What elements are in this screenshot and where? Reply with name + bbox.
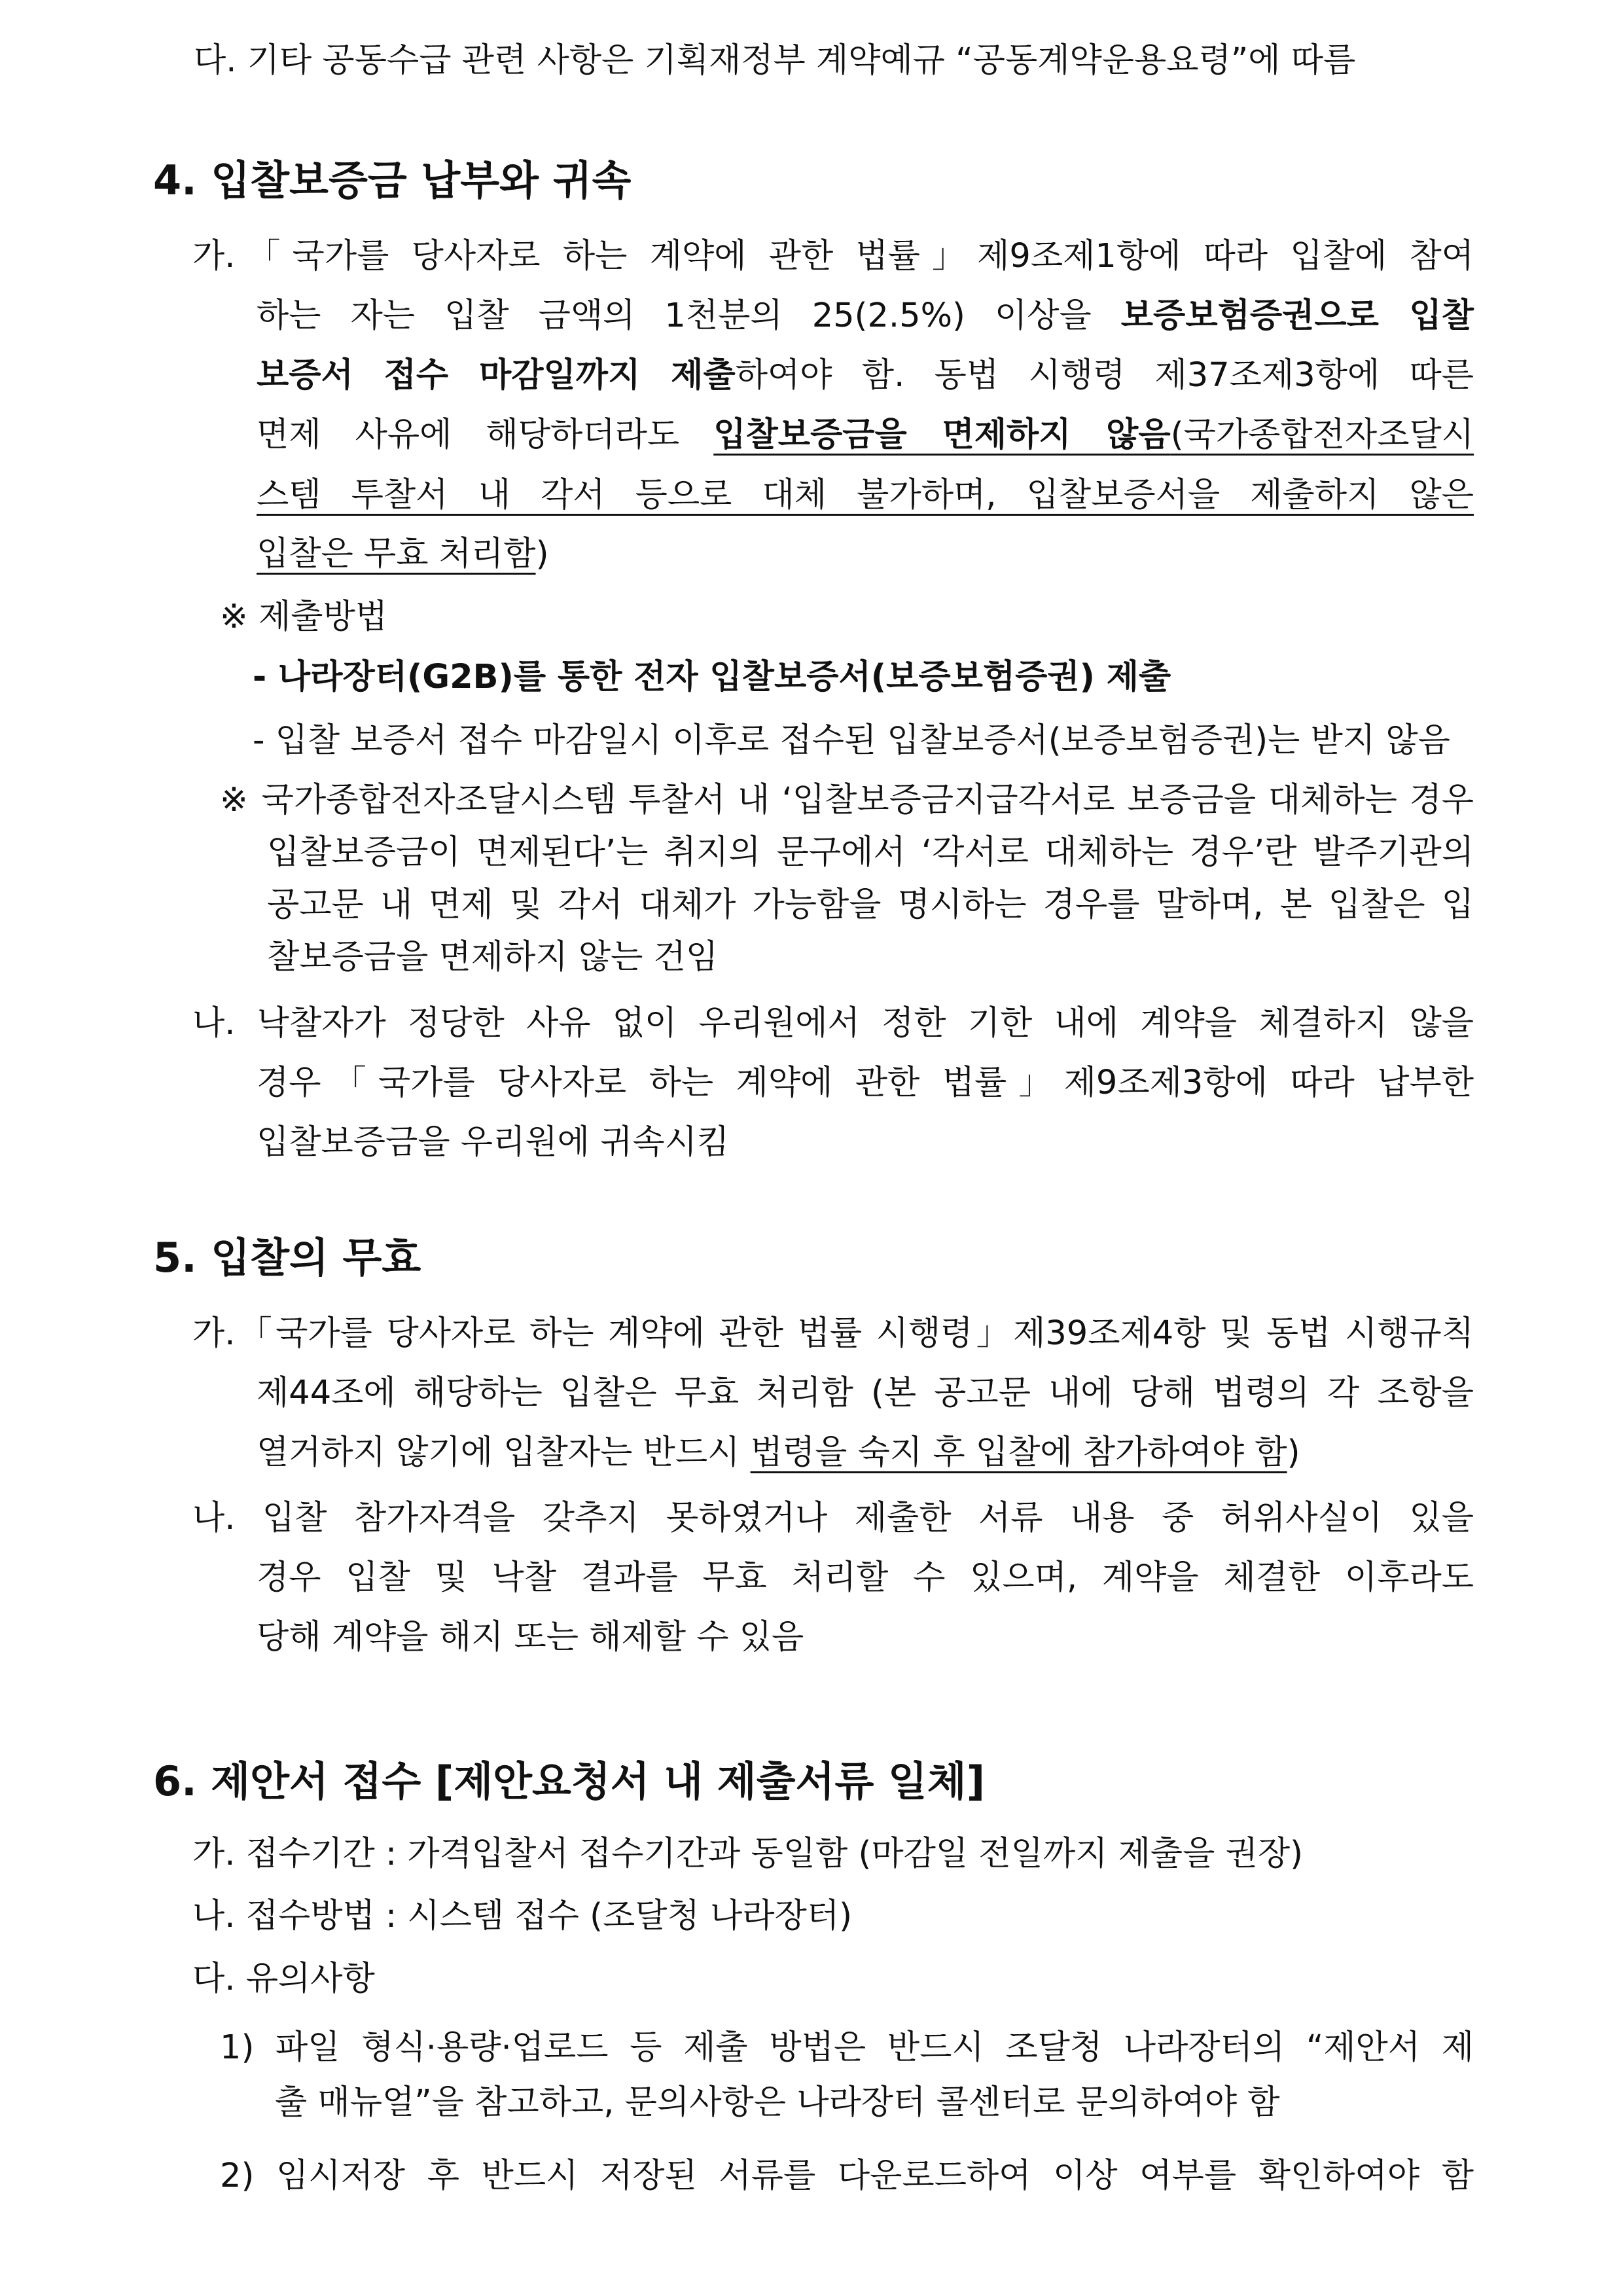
submission-method-item-2: - 입찰 보증서 접수 마감일시 이후로 접수된 입찰보증서(보증보험증권)는 받지 않음 [253,721,1450,760]
underlined-text: 법령을 숙지 후 입찰에 참가하여야 함 [750,1433,1287,1472]
s4-note-line-1: ※ 국가종합전자조달시스템 투찰서 내 ‘입찰보증금지급각서로 보증금을 대체하는 경우 [220,781,1474,819]
section-5-heading: 5. 입찰의 무효 [153,1234,421,1282]
s6-na-line: 나. 접수방법 : 시스템 접수 (조달청 나라장터) [192,1897,852,1935]
submission-method-title: ※ 제출방법 [220,598,388,636]
underlined-text: (국가종합전자조달시 [1170,416,1474,454]
s6-item-1-line-1: 1) 파일 형식·용량·업로드 등 제출 방법은 반드시 조달청 나라장터의 “제안서 제 [220,2028,1474,2067]
bold-text: 보증서 접수 마감일까지 제출 [257,356,736,395]
s4-ga-line-5: 스템 투찰서 내 각서 등으로 대체 불가하며, 입찰보증서을 제출하지 않은 [257,476,1474,514]
s4-ga-line-2: 하는 자는 입찰 금액의 1천분의 25(2.5%) 이상을 보증보험증권으로 입찰 [257,296,1474,335]
s4-ga-line-1: 가.「국가를 당사자로 하는 계약에 관한 법률」제9조제1항에 따라 입찰에 참여 [192,237,1474,276]
underlined-text: 입찰은 무효 처리함 [257,535,536,573]
s5-na-line-1: 나. 입찰 참가자격을 갖추지 못하였거나 제출한 서류 내용 중 허위사실이 있을 [192,1499,1474,1537]
bold-underlined-text: 입찰보증금을 면제하지 않음 [713,416,1171,454]
s4-ga-line-6: 입찰은 무효 처리함) [257,535,549,573]
s6-item-2-line: 2) 임시저장 후 반드시 저장된 서류를 다운로드하여 이상 여부를 확인하여야 함 [220,2157,1474,2195]
s4-ga-line-4: 면제 사유에 해당하더라도 입찰보증금을 면제하지 않음(국가종합전자조달시 [257,416,1474,454]
s5-ga-line-2: 제44조에 해당하는 입찰은 무효 처리함 (본 공고문 내에 당해 법령의 각 조항을 [257,1374,1474,1412]
section-6-heading: 6. 제안서 접수 [제안요청서 내 제출서류 일체] [153,1757,986,1805]
s6-ga-line: 가. 접수기간 : 가격입찰서 접수기간과 동일함 (마감일 전일까지 제출을 권장) [192,1835,1304,1873]
s4-na-line-1: 나. 낙찰자가 정당한 사유 없이 우리원에서 정한 기한 내에 계약을 체결하지 않을 [192,1004,1474,1043]
s5-na-line-2: 경우 입찰 및 낙찰 결과를 무효 처리할 수 있으며, 계약을 체결한 이후라도 [257,1558,1474,1597]
s4-na-line-2: 경우「국가를 당사자로 하는 계약에 관한 법률」제9조제3항에 따라 납부한 [257,1064,1474,1102]
s4-note-line-3: 공고문 내 면제 및 각서 대체가 가능함을 명시하는 경우를 말하며, 본 입찰은 입 [267,886,1474,924]
section-4-heading: 4. 입찰보증금 납부와 귀속 [153,156,632,204]
s4-ga-line-3: 보증서 접수 마감일까지 제출하여야 함. 동법 시행령 제37조제3항에 따른 [257,356,1474,395]
bold-text: 보증보험증권으로 입찰 [1120,296,1474,335]
s6-item-1-line-2: 출 매뉴얼”을 참고하고, 문의사항은 나라장터 콜센터로 문의하여야 함 [275,2083,1280,2122]
s5-ga-line-1: 가.「국가를 당사자로 하는 계약에 관한 법률 시행령」제39조제4항 및 동법 시행규칙 [192,1314,1474,1353]
s4-note-line-4: 찰보증금을 면제하지 않는 건임 [267,938,719,977]
s6-da-line: 다. 유의사항 [192,1960,375,1998]
submission-method-item-1: - 나라장터(G2B)를 통한 전자 입찰보증서(보증보험증권) 제출 [253,658,1171,696]
intro-line: 다. 기타 공동수급 관련 사항은 기획재정부 계약예규 “공동계약운용요령”에 따름 [194,41,1356,80]
s4-na-line-3: 입찰보증금을 우리원에 귀속시킴 [257,1123,730,1162]
s4-note-line-2: 입찰보증금이 면제된다’는 취지의 문구에서 ‘각서로 대체하는 경우’란 발주기관의 [267,833,1474,872]
s5-ga-line-3: 열거하지 않기에 입찰자는 반드시 법령을 숙지 후 입찰에 참가하여야 함) [257,1433,1300,1472]
s5-na-line-3: 당해 계약을 해지 또는 해제할 수 있음 [257,1618,804,1657]
